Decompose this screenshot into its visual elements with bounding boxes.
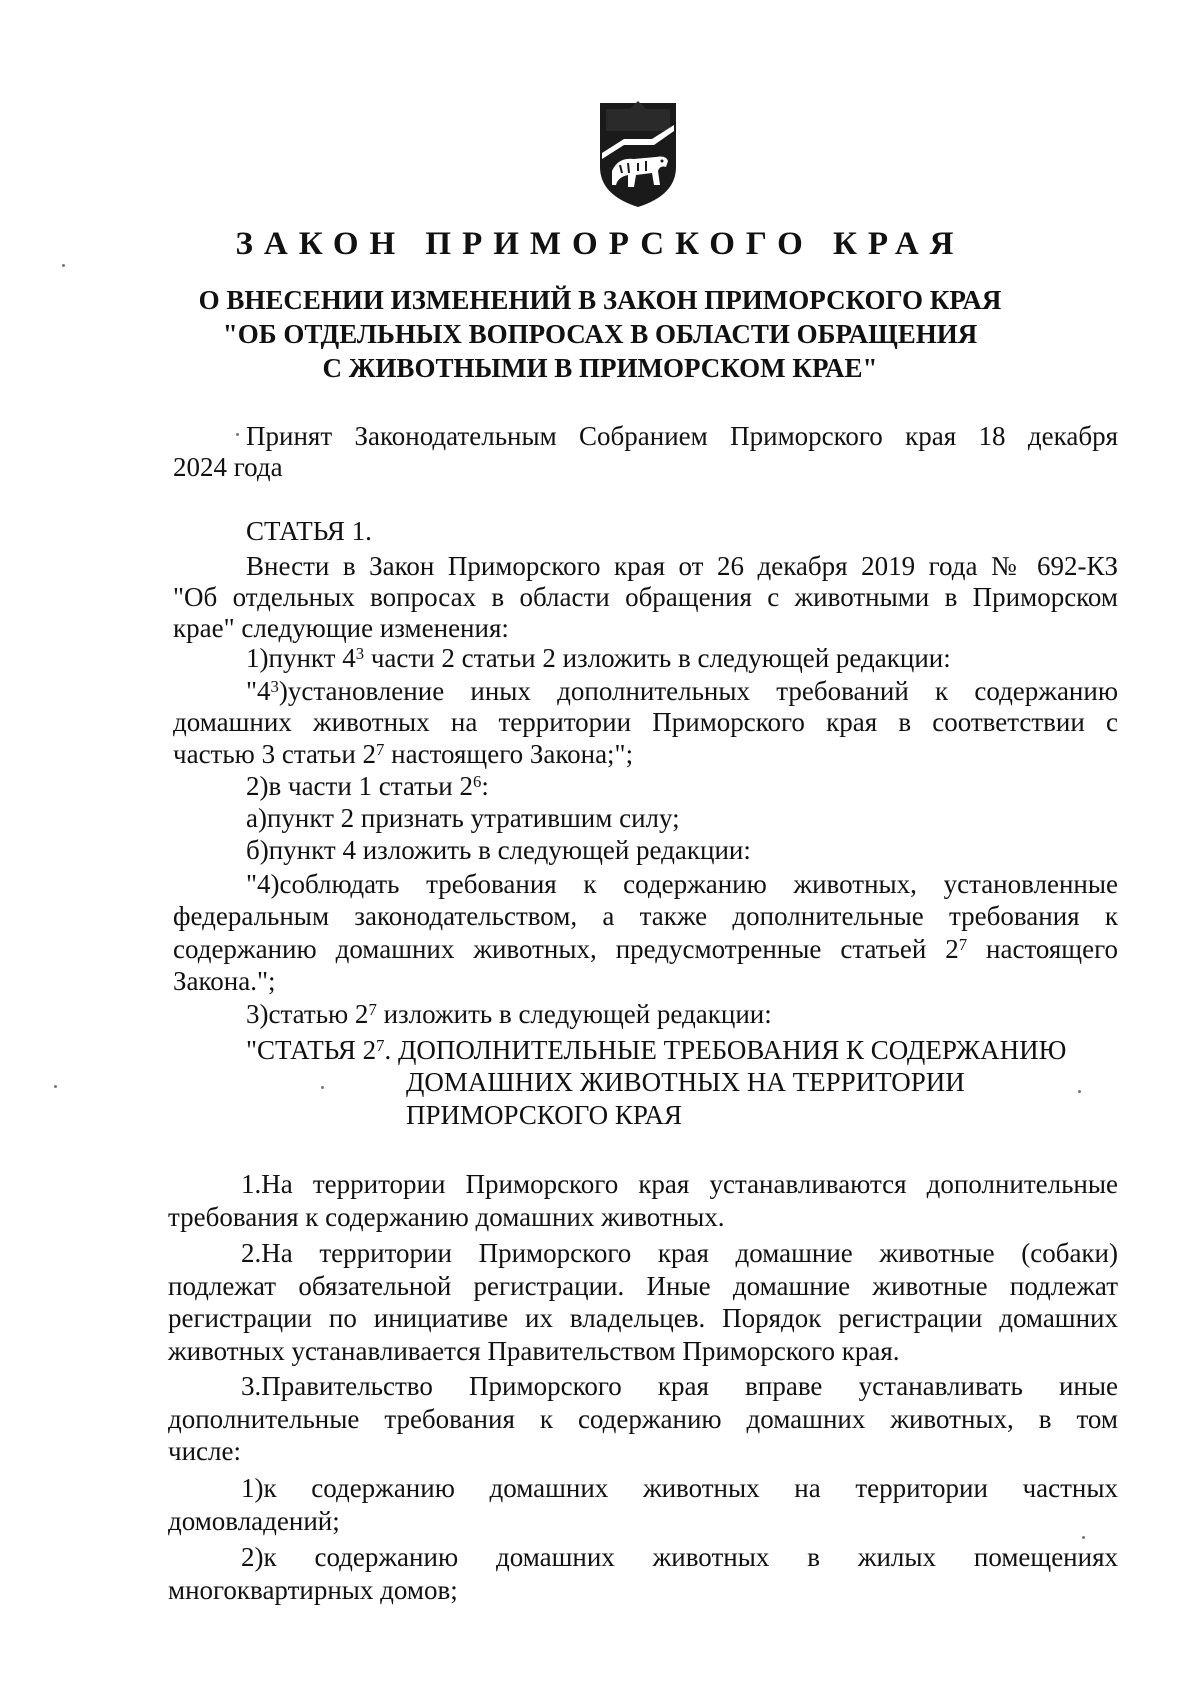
amendment-item-3: 3)статью $2^7$ изложить в следующей редакции: — [246, 999, 772, 1029]
article-1-intro-line-3: крае" следующие изменения: — [173, 613, 509, 643]
adopted-line-1: Принят Законодательным Собранием Приморского края 18 декабря — [246, 421, 1118, 451]
scan-speck — [1082, 1536, 1085, 1539]
quote-1-line-1: "$4^3)установление$ иных дополнительных требований к содержанию — [246, 676, 1118, 706]
subitem-2-line-2: многоквартирных домов; — [168, 1575, 458, 1605]
paragraph-1-line-1: 1.На территории Приморского края устанавливаются дополнительные — [241, 1169, 1118, 1199]
amendment-item-2a: а)пункт 2 признать утратившим силу; — [246, 803, 680, 833]
quote-2-line-4: Закона."; — [173, 966, 276, 996]
paragraph-2-line-2: подлежат обязательной регистрации. Иные домашние животные подлежат — [168, 1271, 1118, 1301]
quote-2-line-2: федеральным законодательством, а также дополнительные требования к — [173, 901, 1118, 931]
adopted-line-2: 2024 года — [173, 452, 283, 482]
new-article-heading-line-2: ДОМАШНИХ ЖИВОТНЫХ НА ТЕРРИТОРИИ — [406, 1067, 965, 1097]
paragraph-2-line-4: животных устанавливается Правительством Приморского края. — [168, 1336, 900, 1366]
amendment-item-1: 1)пункт $4^3$ части 2 статьи 2 изложить в следующей редакции: — [246, 643, 951, 673]
paragraph-3-line-2: дополнительные требования к содержанию домашних животных, в том — [168, 1404, 1118, 1434]
coat-of-arms-icon — [598, 101, 678, 209]
quote-2-line-1: "4)соблюдать требования к содержанию животных, установленные — [246, 869, 1118, 899]
subitem-2-line-1: 2)к содержанию домашних животных в жилых помещениях — [241, 1542, 1118, 1572]
article-1-intro-line-1: Внести в Закон Приморского края от 26 декабря 2019 года № 692-КЗ — [246, 551, 1118, 581]
amendment-item-2b: б)пункт 4 изложить в следующей редакции: — [246, 835, 751, 865]
scan-speck — [1078, 1090, 1081, 1093]
scan-speck — [321, 1086, 324, 1089]
scan-speck — [236, 433, 239, 436]
subitem-1-line-2: домовладений; — [168, 1506, 340, 1536]
new-article-heading-line-3: ПРИМОРСКОГО КРАЯ — [406, 1100, 682, 1130]
law-subtitle-line-2: "ОБ ОТДЕЛЬНЫХ ВОПРОСАХ В ОБЛАСТИ ОБРАЩЕНИЯ — [222, 319, 978, 349]
paragraph-2-line-1: 2.На территории Приморского края домашние животные (собаки) — [241, 1238, 1118, 1268]
law-subtitle-line-1: О ВНЕСЕНИИ ИЗМЕНЕНИЙ В ЗАКОН ПРИМОРСКОГО КРАЯ — [198, 285, 1002, 315]
law-title: ЗАКОН ПРИМОРСКОГО КРАЯ — [235, 226, 965, 262]
paragraph-3-line-3: числе: — [168, 1436, 241, 1466]
paragraph-3-line-1: 3.Правительство Приморского края вправе устанавливать иные — [241, 1371, 1118, 1401]
amendment-item-2: 2)в части 1 статьи $2^6$: — [246, 771, 489, 801]
scan-speck — [54, 1085, 57, 1088]
paragraph-2-line-3: регистрации по инициативе их владельцев. Порядок регистрации домашних — [168, 1303, 1118, 1333]
quote-1-line-3: частью 3 статьи $2^7$ настоящего Закона;"; — [173, 739, 634, 769]
subitem-1-line-1: 1)к содержанию домашних животных на территории частных — [241, 1473, 1118, 1503]
article-1-heading: СТАТЬЯ 1. — [246, 516, 372, 546]
paragraph-1-line-2: требования к содержанию домашних животных. — [168, 1202, 725, 1232]
scan-speck — [62, 264, 65, 267]
law-subtitle-line-3: С ЖИВОТНЫМИ В ПРИМОРСКОМ КРАЕ" — [322, 353, 878, 383]
quote-2-line-3: содержанию домашних животных, предусмотренные статьей $2^7$ настоящего — [173, 934, 1118, 964]
new-article-heading-line-1: "СТАТЬЯ $2^7$. ДОПОЛНИТЕЛЬНЫЕ ТРЕБОВАНИЯ К СОДЕРЖАНИЮ — [246, 1035, 1067, 1065]
article-1-intro-line-2: "Об отдельных вопросах в области обращения с животными в Приморском — [173, 582, 1118, 612]
quote-1-line-2: домашних животных на территории Приморского края в соответствии с — [173, 707, 1118, 737]
